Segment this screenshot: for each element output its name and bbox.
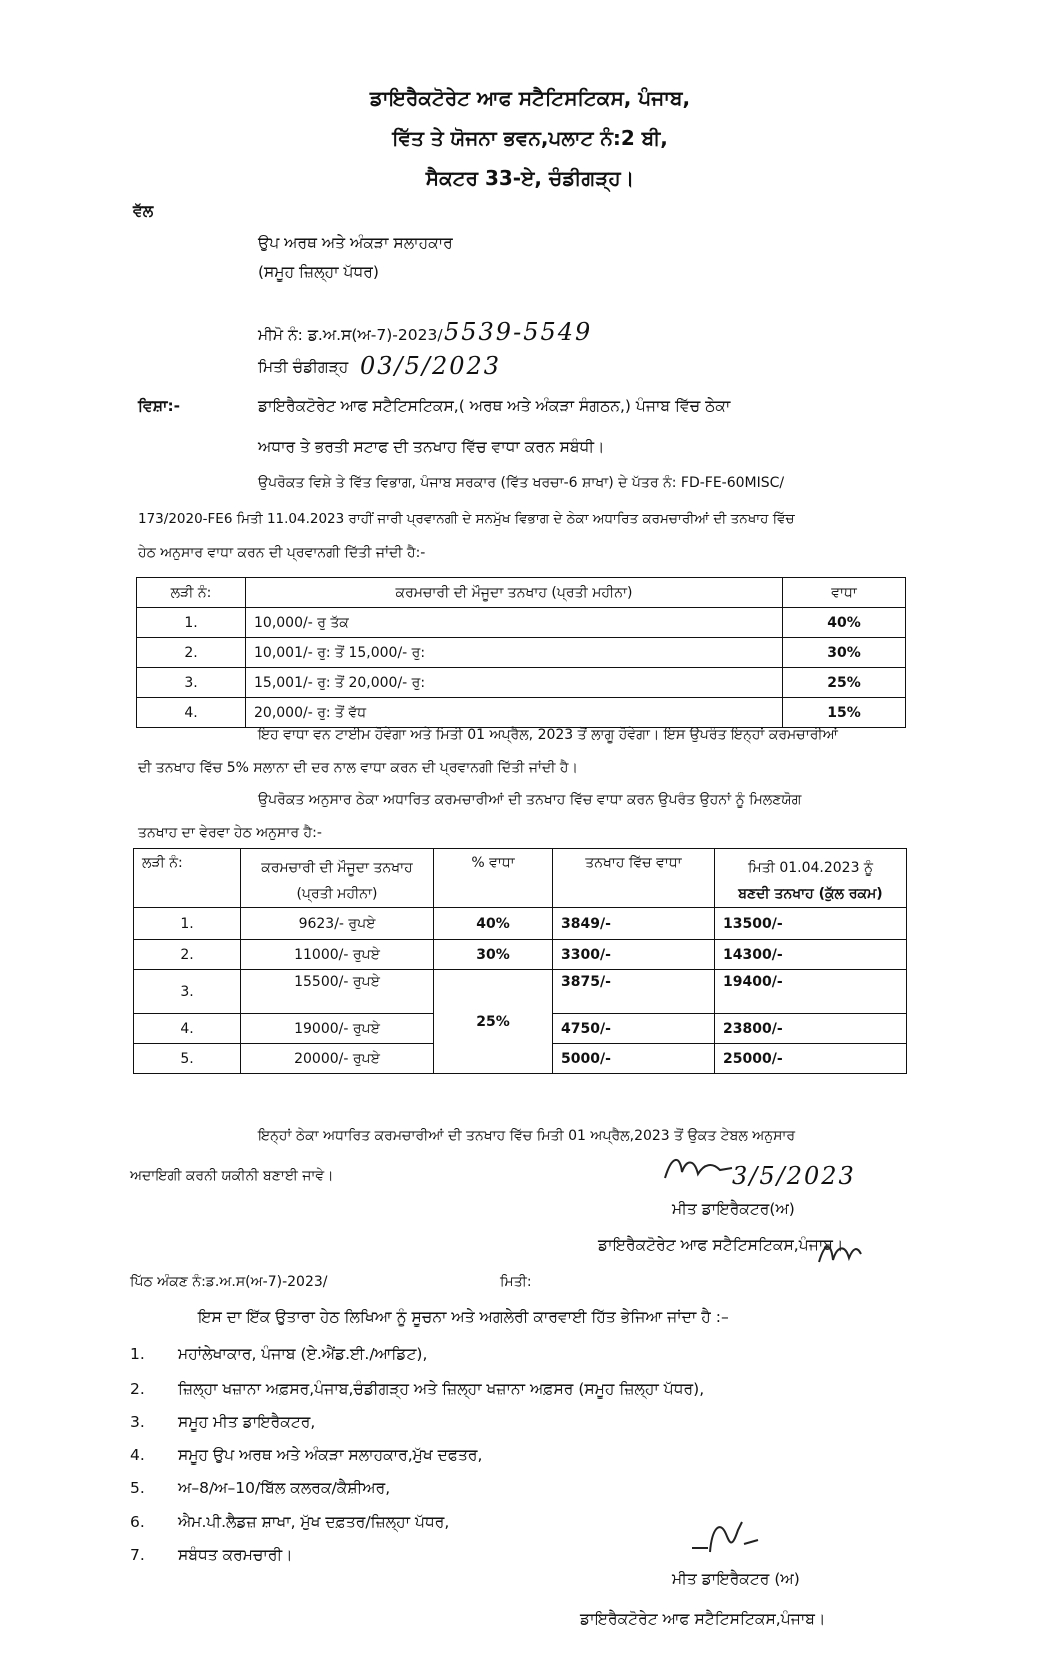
table1-header-sr: ਲੜੀ ਨੰ: (137, 578, 246, 608)
subject-line-1: ਡਾਇਰੈਕਟੋਰੇਟ ਆਫ ਸਟੈਟਿਸਟਿਕਸ,( ਅਰਥ ਅਤੇ ਅੰਕੜਾ ਸੰਗਠਨ,) ਪੰਜਾਬ ਵਿੱਚ ਠੇਕਾ (258, 397, 731, 415)
table2-increase: 3875/- (553, 970, 715, 1014)
list-item: ਸਮੂਹ ਮੀਤ ਡਾਇਰੈਕਟਰ, (178, 1413, 316, 1431)
para3-line-2: ਤਨਖਾਹ ਦਾ ਵੇਰਵਾ ਹੇਠ ਅਨੁਸਾਰ ਹੈ:- (138, 825, 322, 841)
list-item-number: 7. (130, 1546, 145, 1564)
table2-sr: 5. (134, 1044, 241, 1074)
list-item-number: 3. (130, 1413, 145, 1431)
table2-salary: 20000/- ਰੁਪਏ (241, 1044, 434, 1074)
table1-salary: 10,001/- ਰੁ: ਤੋਂ 15,000/- ਰੁ: (246, 638, 783, 668)
table-row (137, 638, 906, 668)
list-item-number: 2. (130, 1380, 145, 1398)
signature-2-title: ਮੀਤ ਡਾਇਰੈਕਟਰ (ਅ) (672, 1570, 800, 1588)
para1-line-3: ਹੇਠ ਅਨੁਸਾਰ ਵਾਧਾ ਕਰਨ ਦੀ ਪ੍ਰਵਾਨਗੀ ਦਿੱਤੀ ਜਾਂਦੀ ਹੈ:- (138, 545, 426, 561)
table2-total: 23800/- (715, 1014, 907, 1044)
table1-salary: 15,001/- ਰੁ: ਤੋਂ 20,000/- ਰੁ: (246, 668, 783, 698)
table2-total: 13500/- (715, 908, 907, 940)
revised-salary-table (133, 848, 907, 1074)
table1-increase: 30% (783, 638, 906, 668)
table1-increase: 15% (783, 698, 906, 728)
table-row (137, 698, 906, 728)
signature-1-title: ਮੀਤ ਡਾਇਰੈਕਟਰ(ਅ) (672, 1200, 795, 1218)
table2-header-sr: ਲੜੀ ਨੰ: (134, 849, 241, 908)
table1-header-increase: ਵਾਧਾ (783, 578, 906, 608)
endorsement-number: ਪਿੱਠ ਅੰਕਣ ਨੰ:ਡ.ਅ.ਸ(ਅ-7)-2023/ (130, 1274, 328, 1290)
header-line-2: ਵਿੱਤ ਤੇ ਯੋਜਨਾ ਭਵਨ,ਪਲਾਟ ਨੰ:2 ਬੀ, (392, 126, 668, 150)
list-item: ਜ਼ਿਲ੍ਹਾ ਖਜ਼ਾਨਾ ਅਫ਼ਸਰ,ਪੰਜਾਬ,ਚੰਡੀਗੜ੍ਹ ਅਤੇ ਜ਼ਿਲ੍ਹਾ ਖਜ਼ਾਨਾ ਅਫ਼ਸਰ (ਸਮੂਹ ਜ਼ਿਲ੍ਹਾ ਪੱਧਰ), (178, 1380, 705, 1398)
table2-header-total-line-2: ਬਣਦੀ ਤਨਖਾਹ (ਕੁੱਲ ਰਕਮ) (738, 886, 883, 902)
table-row (137, 608, 906, 638)
list-item-number: 5. (130, 1479, 145, 1497)
table1-sr: 1. (137, 608, 246, 638)
to-line-2: (ਸਮੂਹ ਜ਼ਿਲ੍ਹਾ ਪੱਧਰ) (258, 263, 379, 281)
salary-increase-table (136, 577, 906, 728)
table2-header-salary-line-2: (ਪ੍ਰਤੀ ਮਹੀਨਾ) (296, 886, 378, 902)
list-item: ਅ–8/ਅ–10/ਬਿੱਲ ਕਲਰਕ/ਕੈਸ਼ੀਅਰ, (178, 1479, 391, 1497)
table2-header-total (715, 849, 907, 908)
table2-salary: 11000/- ਰੁਪਏ (241, 940, 434, 970)
table2-total: 25000/- (715, 1044, 907, 1074)
table2-increase: 5000/- (553, 1044, 715, 1074)
table-row (134, 970, 907, 1014)
list-item: ਐਮ.ਪੀ.ਲੈਡਜ਼ ਸ਼ਾਖਾ, ਮੁੱਖ ਦਫ਼ਤਰ/ਜ਼ਿਲ੍ਹਾ ਪੱਧਰ, (178, 1513, 450, 1531)
signature-1-org: ਡਾਇਰੈਕਟੋਰੇਟ ਆਫ ਸਟੈਟਿਸਟਿਕਸ,ਪੰਜਾਬ। (598, 1236, 844, 1254)
table1-header-salary: ਕਰਮਚਾਰੀ ਦੀ ਮੌਜੂਦਾ ਤਨਖਾਹ (ਪ੍ਰਤੀ ਮਹੀਨਾ) (246, 578, 783, 608)
para1-line-2: 173/2020-FE6 ਮਿਤੀ 11.04.2023 ਰਾਹੀਂ ਜਾਰੀ ਪ੍ਰਵਾਨਗੀ ਦੇ ਸਨਮੁੱਖ ਵਿਭਾਗ ਦੇ ਠੇਕਾ ਅਧਾਰਿਤ ਕਰਮਚਾਰੀਆਂ ਦੀ ਤਨਖਾਹ ਵਿੱਚ (138, 511, 795, 527)
header-line-1: ਡਾਇਰੈਕਟੋਰੇਟ ਆਫ ਸਟੈਟਿਸਟਿਕਸ, ਪੰਜਾਬ, (369, 86, 691, 110)
table2-salary: 19000/- ਰੁਪਏ (241, 1014, 434, 1044)
initials-scribble (815, 1232, 865, 1272)
endorsement-intro: ਇਸ ਦਾ ਇੱਕ ਉਤਾਰਾ ਹੇਠ ਲਿਖਿਆ ਨੂੰ ਸੂਚਨਾ ਅਤੇ ਅਗਲੇਰੀ ਕਾਰਵਾਈ ਹਿੱਤ ਭੇਜਿਆ ਜਾਂਦਾ ਹੈ :– (198, 1308, 729, 1326)
list-item: ਸਬੰਧਤ ਕਰਮਚਾਰੀ। (178, 1546, 293, 1564)
header-line-3: ਸੈਕਟਰ 33-ਏ, ਚੰਡੀਗੜ੍ਹ। (425, 166, 635, 190)
table2-header-increase: ਤਨਖਾਹ ਵਿੱਚ ਵਾਧਾ (553, 849, 715, 908)
table2-increase: 3849/- (553, 908, 715, 940)
para4-line-1: ਇਨ੍ਹਾਂ ਠੇਕਾ ਅਧਾਰਿਤ ਕਰਮਚਾਰੀਆਂ ਦੀ ਤਨਖਾਹ ਵਿੱਚ ਮਿਤੀ 01 ਅਪ੍ਰੈਲ,2023 ਤੋਂ ਉਕਤ ਟੇਬਲ ਅਨੁਸਾਰ (258, 1128, 796, 1144)
memo-date-label: ਮਿਤੀ ਚੰਡੀਗੜ੍ਹ (258, 358, 349, 376)
to-line-1: ਉਪ ਅਰਥ ਅਤੇ ਅੰਕੜਾ ਸਲਾਹਕਾਰ (258, 234, 453, 252)
memo-date-handwritten: 03/5/2023 (360, 352, 502, 380)
table2-salary: 15500/- ਰੁਪਏ (241, 970, 434, 1014)
table1-header-row (137, 578, 906, 608)
table2-header-pct: % ਵਾਧਾ (434, 849, 553, 908)
table2-header-salary-line-1: ਕਰਮਚਾਰੀ ਦੀ ਮੌਜੂਦਾ ਤਨਖਾਹ (261, 860, 413, 876)
para2-line-2: ਦੀ ਤਨਖਾਹ ਵਿੱਚ 5% ਸਲਾਨਾ ਦੀ ਦਰ ਨਾਲ ਵਾਧਾ ਕਰਨ ਦੀ ਪ੍ਰਵਾਨਗੀ ਦਿੱਤੀ ਜਾਂਦੀ ਹੈ। (138, 760, 578, 776)
table-row (134, 940, 907, 970)
list-item-number: 6. (130, 1513, 145, 1531)
table2-total: 19400/- (715, 970, 907, 1014)
table2-pct-merged: 25% (434, 970, 553, 1074)
table1-salary: 20,000/- ਰੁ: ਤੋਂ ਵੱਧ (246, 698, 783, 728)
to-label: ਵੱਲ (133, 202, 154, 220)
list-item-number: 1. (130, 1345, 145, 1363)
table-row (134, 908, 907, 940)
table2-pct: 40% (434, 908, 553, 940)
table1-increase: 25% (783, 668, 906, 698)
signature-1-handwritten-date: 3/5/2023 (732, 1162, 856, 1190)
subject-line-2: ਅਧਾਰ ਤੇ ਭਰਤੀ ਸਟਾਫ ਦੀ ਤਨਖਾਹ ਵਿੱਚ ਵਾਧਾ ਕਰਨ ਸਬੰਧੀ। (258, 438, 605, 456)
subject-label: ਵਿਸ਼ਾ:- (138, 397, 181, 415)
table1-salary: 10,000/- ਰੁ ਤੱਕ (246, 608, 783, 638)
table2-sr: 1. (134, 908, 241, 940)
table2-header-total-line-1: ਮਿਤੀ 01.04.2023 ਨੂੰ (747, 860, 874, 876)
table2-salary: 9623/- ਰੁਪਏ (241, 908, 434, 940)
table2-pct: 30% (434, 940, 553, 970)
list-item: ਮਹਾਂਲੇਖਾਕਾਰ, ਪੰਜਾਬ (ਏ.ਐਂਡ.ਈ./ਆਡਿਟ), (178, 1345, 428, 1363)
table1-sr: 4. (137, 698, 246, 728)
signature-scribble-2 (686, 1514, 766, 1564)
list-item-number: 4. (130, 1446, 145, 1464)
signature-scribble-1 (660, 1150, 740, 1190)
table2-increase: 3300/- (553, 940, 715, 970)
endorsement-date: ਮਿਤੀ: (500, 1274, 532, 1290)
para3-line-1: ਉਪਰੋਕਤ ਅਨੁਸਾਰ ਠੇਕਾ ਅਧਾਰਿਤ ਕਰਮਚਾਰੀਆਂ ਦੀ ਤਨਖਾਹ ਵਿੱਚ ਵਾਧਾ ਕਰਨ ਉਪਰੰਤ ਉਹਨਾਂ ਨੂੰ ਮਿਲਣਯੋਗ (258, 792, 802, 808)
memo-number-label: ਮੀਮੋ ਨੰ: ਡ.ਅ.ਸ(ਅ-7)-2023/ (258, 326, 443, 344)
table2-header-row (134, 849, 907, 908)
table-row (137, 668, 906, 698)
signature-2-org: ਡਾਇਰੈਕਟੋਰੇਟ ਆਫ ਸਟੈਟਿਸਟਿਕਸ,ਪੰਜਾਬ। (580, 1610, 826, 1628)
table2-sr: 3. (134, 970, 241, 1014)
para1-line-1: ਉਪਰੋਕਤ ਵਿਸ਼ੇ ਤੇ ਵਿੱਤ ਵਿਭਾਗ, ਪੰਜਾਬ ਸਰਕਾਰ (ਵਿੱਤ ਖਰਚਾ-6 ਸ਼ਾਖਾ) ਦੇ ਪੱਤਰ ਨੰ: FD-FE-60MISC/ (258, 475, 785, 491)
table1-sr: 3. (137, 668, 246, 698)
list-item: ਸਮੂਹ ਉਪ ਅਰਥ ਅਤੇ ਅੰਕੜਾ ਸਲਾਹਕਾਰ,ਮੁੱਖ ਦਫਤਰ, (178, 1446, 483, 1464)
table2-total: 14300/- (715, 940, 907, 970)
table2-increase: 4750/- (553, 1014, 715, 1044)
memo-number-handwritten: 5539-5549 (444, 318, 593, 346)
table2-sr: 4. (134, 1014, 241, 1044)
table1-increase: 40% (783, 608, 906, 638)
table2-header-salary (241, 849, 434, 908)
para4-line-2: ਅਦਾਇਗੀ ਕਰਨੀ ਯਕੀਨੀ ਬਣਾਈ ਜਾਵੇ। (130, 1168, 334, 1184)
table1-sr: 2. (137, 638, 246, 668)
table2-sr: 2. (134, 940, 241, 970)
para2-line-1: ਇਹ ਵਾਧਾ ਵਨ ਟਾਈਮ ਹੋਵੇਗਾ ਅਤੇ ਮਿਤੀ 01 ਅਪ੍ਰੈਲ, 2023 ਤੋਂ ਲਾਗੂ ਹੋਵੇਗਾ। ਇਸ ਉਪਰੰਤ ਇਨ੍ਹਾਂ ਕਰਮਚਾਰੀਆਂ (258, 727, 838, 743)
